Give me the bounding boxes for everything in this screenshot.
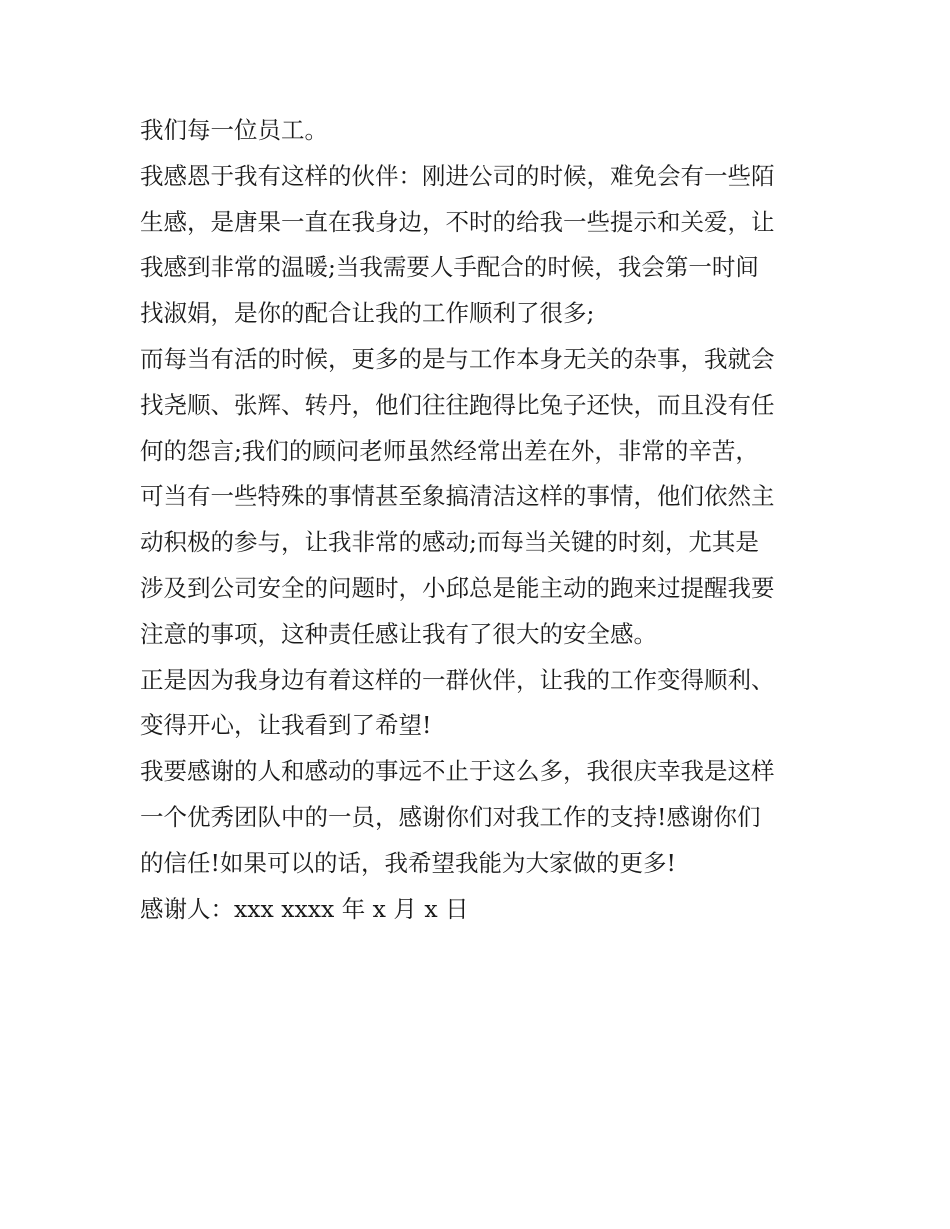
text-line: 正是因为我身边有着这样的一群伙伴，让我的工作变得顺利、	[140, 665, 775, 694]
text-line: 找尧顺、张辉、转丹，他们往往跑得比兔子还快，而且没有任	[140, 390, 775, 419]
text-line: 生感，是唐果一直在我身边，不时的给我一些提示和关爱，让	[140, 207, 775, 236]
text-line: 的信任!如果可以的话，我希望我能为大家做的更多!	[140, 848, 676, 877]
text-line: 我们每一位员工。	[140, 116, 328, 144]
text-line: 何的怨言;我们的顾问老师虽然经常出差在外，非常的辛苦，	[140, 436, 759, 465]
text-line: 注意的事项，这种责任感让我有了很大的安全感。	[140, 619, 657, 648]
text-line: 我感恩于我有这样的伙伴：刚进公司的时候，难免会有一些陌	[140, 161, 775, 190]
text-line: 找淑娟，是你的配合让我的工作顺利了很多;	[140, 299, 595, 328]
text-line: 而每当有活的时候，更多的是与工作本身无关的杂事，我就会	[140, 344, 775, 373]
text-line: 我感到非常的温暖;当我需要人手配合的时候，我会第一时间	[140, 253, 759, 282]
text-line: 动积极的参与，让我非常的感动;而每当关键的时刻，尤其是	[140, 528, 759, 557]
text-line: 变得开心，让我看到了希望!	[140, 711, 432, 740]
text-line: 涉及到公司安全的问题时，小邱总是能主动的跑来过提醒我要	[140, 573, 775, 602]
document-body	[140, 108, 820, 932]
text-line: 我要感谢的人和感动的事远不止于这么多，我很庆幸我是这样	[140, 757, 775, 786]
text-line: 一个优秀团队中的一员，感谢你们对我工作的支持!感谢你们	[140, 802, 761, 831]
text-line: 可当有一些特殊的事情甚至象搞清洁这样的事情，他们依然主	[140, 482, 775, 511]
signature-line: 感谢人：xxx xxxx 年 x 月 x 日	[140, 894, 469, 923]
